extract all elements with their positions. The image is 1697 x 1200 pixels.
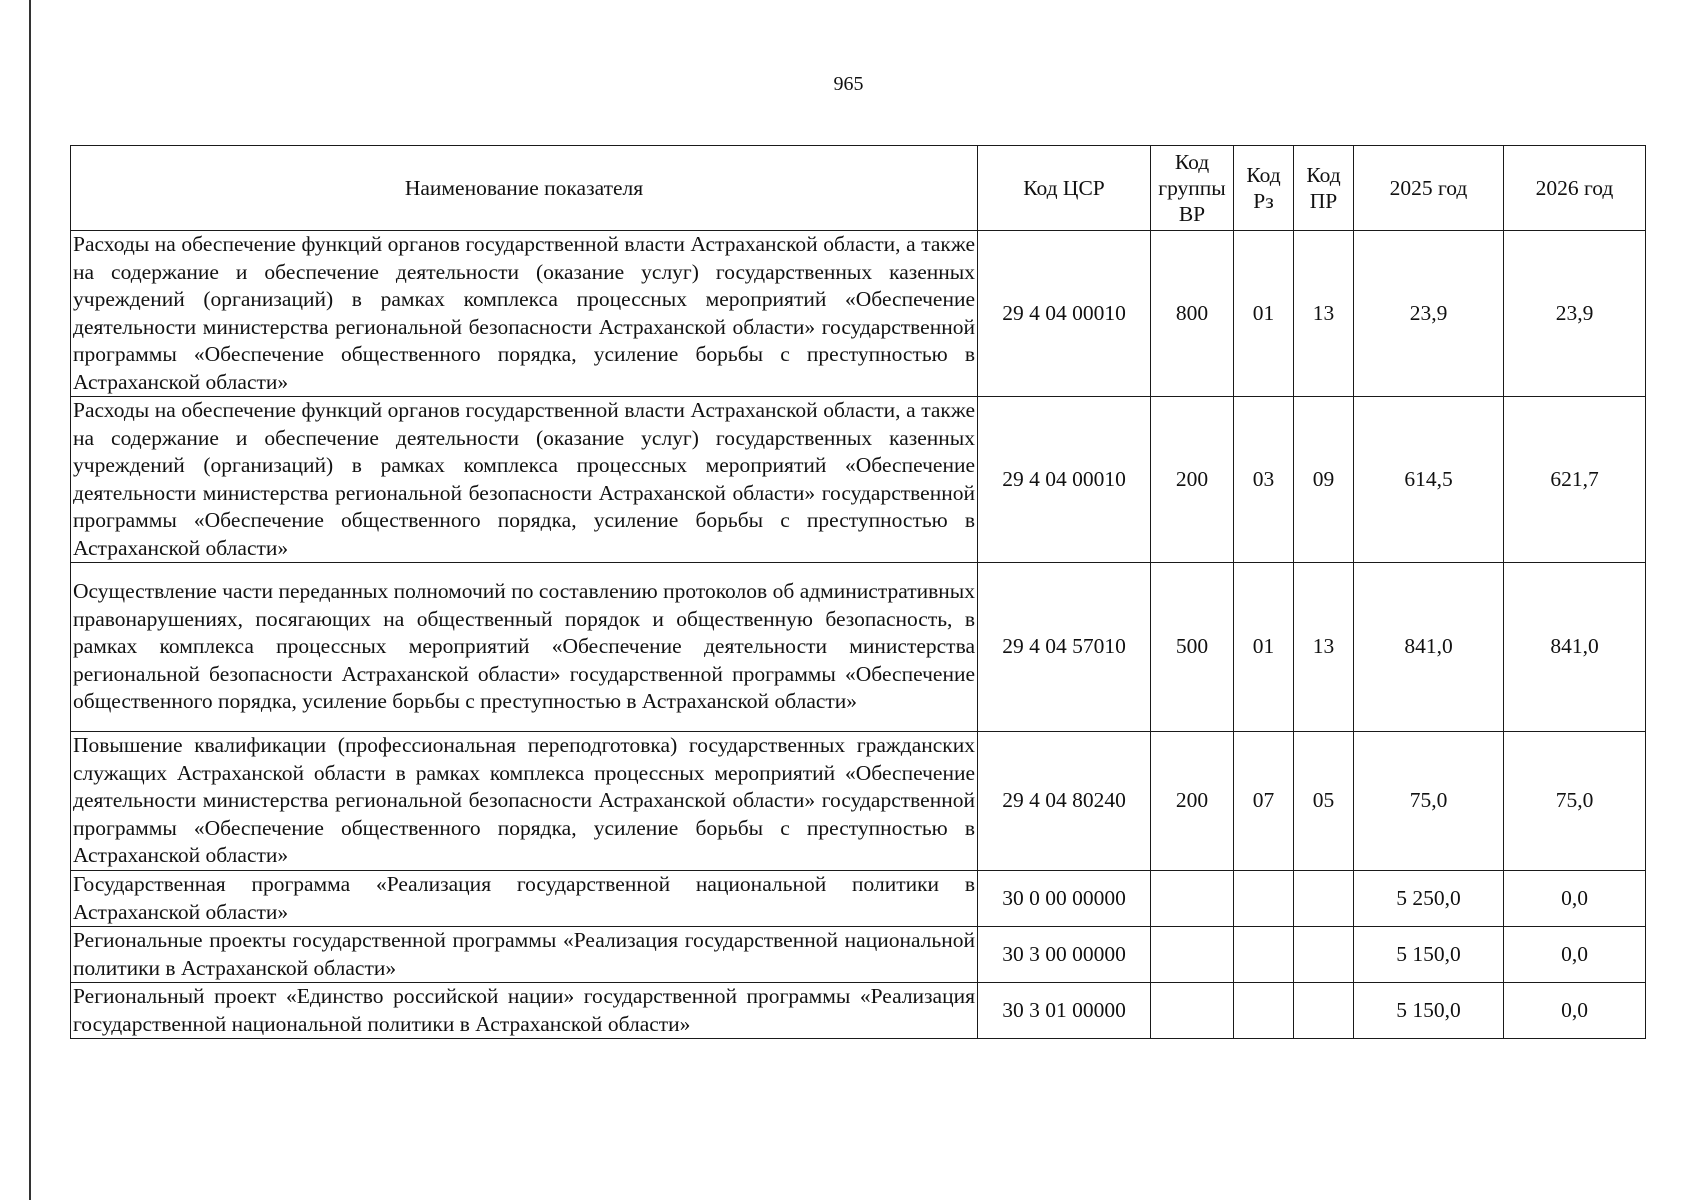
cell-2025: 75,0 — [1354, 732, 1504, 871]
cell-name: Региональные проекты государственной программы «Реализация государственной национальной политики в Астраханской области» — [71, 927, 978, 983]
cell-2025: 614,5 — [1354, 397, 1504, 563]
cell-rz: 01 — [1234, 231, 1294, 397]
header-rz: Код Рз — [1234, 146, 1294, 231]
cell-2026: 75,0 — [1504, 732, 1646, 871]
cell-vr: 800 — [1151, 231, 1234, 397]
table-header-row — [71, 146, 1646, 231]
table-row — [71, 397, 1646, 563]
cell-csr: 30 3 01 00000 — [978, 983, 1151, 1039]
cell-rz — [1234, 871, 1294, 927]
cell-pr — [1294, 871, 1354, 927]
header-2025: 2025 год — [1354, 146, 1504, 231]
cell-2025: 23,9 — [1354, 231, 1504, 397]
cell-2026: 0,0 — [1504, 871, 1646, 927]
cell-csr: 29 4 04 00010 — [978, 397, 1151, 563]
table-row — [71, 927, 1646, 983]
table-row — [71, 231, 1646, 397]
cell-csr: 29 4 04 80240 — [978, 732, 1151, 871]
cell-pr — [1294, 983, 1354, 1039]
cell-2026: 621,7 — [1504, 397, 1646, 563]
table-row — [71, 732, 1646, 871]
cell-pr: 13 — [1294, 231, 1354, 397]
cell-vr — [1151, 983, 1234, 1039]
cell-pr: 09 — [1294, 397, 1354, 563]
table-row — [71, 871, 1646, 927]
cell-2026: 23,9 — [1504, 231, 1646, 397]
cell-2025: 5 150,0 — [1354, 927, 1504, 983]
cell-name: Государственная программа «Реализация государственной национальной политики в Астраханской области» — [71, 871, 978, 927]
cell-name: Расходы на обеспечение функций органов государственной власти Астраханской области, а также на содержание и обеспечение деятельности (оказание услуг) государственных казенных учреждений (организаций) в рамках комплекса процессных мероприятий «Обеспечение деятельности министерства региональной безопасности Астраханской области» государственной программы «Обеспечение общественного порядка, усиление борьбы с преступностью в Астраханской области» — [71, 397, 978, 563]
cell-rz: 01 — [1234, 563, 1294, 732]
cell-pr: 13 — [1294, 563, 1354, 732]
cell-2026: 841,0 — [1504, 563, 1646, 732]
cell-2025: 5 250,0 — [1354, 871, 1504, 927]
budget-table — [70, 145, 1646, 1039]
cell-name: Расходы на обеспечение функций органов государственной власти Астраханской области, а также на содержание и обеспечение деятельности (оказание услуг) государственных казенных учреждений (организаций) в рамках комплекса процессных мероприятий «Обеспечение деятельности министерства региональной безопасности Астраханской области» государственной программы «Обеспечение общественного порядка, усиление борьбы с преступностью в Астраханской области» — [71, 231, 978, 397]
header-name: Наименование показателя — [71, 146, 978, 231]
table-row — [71, 563, 1646, 732]
cell-2025: 5 150,0 — [1354, 983, 1504, 1039]
cell-csr: 29 4 04 00010 — [978, 231, 1151, 397]
cell-rz — [1234, 983, 1294, 1039]
scan-edge-line — [29, 0, 31, 1200]
cell-rz: 03 — [1234, 397, 1294, 563]
cell-2026: 0,0 — [1504, 927, 1646, 983]
header-csr: Код ЦСР — [978, 146, 1151, 231]
cell-csr: 29 4 04 57010 — [978, 563, 1151, 732]
cell-vr — [1151, 871, 1234, 927]
page-number: 965 — [833, 73, 864, 95]
cell-2026: 0,0 — [1504, 983, 1646, 1039]
table-row — [71, 983, 1646, 1039]
cell-name: Повышение квалификации (профессиональная переподготовка) государственных гражданских служащих Астраханской области в рамках комплекса процессных мероприятий «Обеспечение деятельности министерства региональной безопасности Астраханской области» государственной программы «Обеспечение общественного порядка, усиление борьбы с преступностью в Астраханской области» — [71, 732, 978, 871]
cell-rz: 07 — [1234, 732, 1294, 871]
cell-vr: 200 — [1151, 732, 1234, 871]
cell-vr: 200 — [1151, 397, 1234, 563]
cell-pr — [1294, 927, 1354, 983]
cell-csr: 30 0 00 00000 — [978, 871, 1151, 927]
cell-2025: 841,0 — [1354, 563, 1504, 732]
cell-name: Региональный проект «Единство российской нации» государственной программы «Реализация государственной национальной политики в Астраханской области» — [71, 983, 978, 1039]
header-pr: Код ПР — [1294, 146, 1354, 231]
cell-rz — [1234, 927, 1294, 983]
cell-pr: 05 — [1294, 732, 1354, 871]
cell-vr — [1151, 927, 1234, 983]
header-vr: Код группы ВР — [1151, 146, 1234, 231]
header-2026: 2026 год — [1504, 146, 1646, 231]
cell-name: Осуществление части переданных полномочий по составлению протоколов об административных правонарушениях, посягающих на общественный порядок и общественную безопасность, в рамках комплекса процессных мероприятий «Обеспечение деятельности министерства региональной безопасности Астраханской области» государственной программы «Обеспечение общественного порядка, усиление борьбы с преступностью в Астраханской области» — [71, 563, 978, 732]
cell-csr: 30 3 00 00000 — [978, 927, 1151, 983]
cell-vr: 500 — [1151, 563, 1234, 732]
